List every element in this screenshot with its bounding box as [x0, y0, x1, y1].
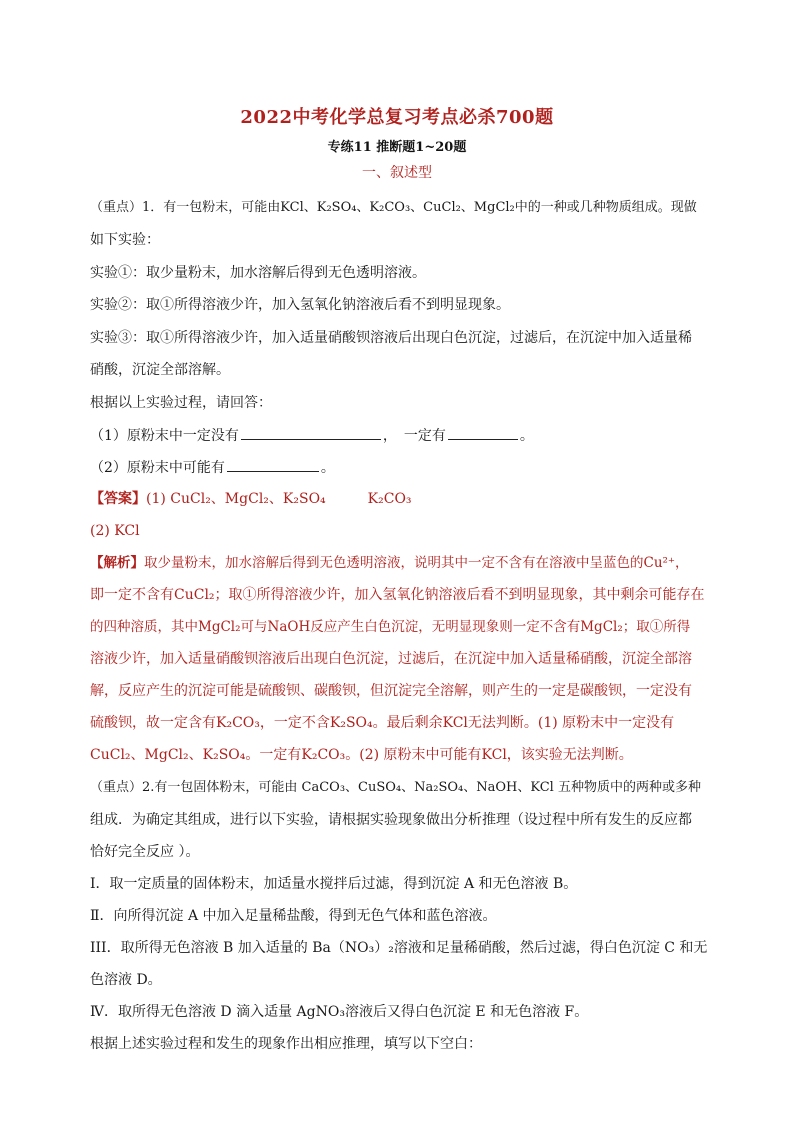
question-text: 。	[320, 460, 335, 476]
analysis-tag: 【解析】	[90, 555, 144, 571]
q1-line: 实验①：取少量粉末，加水溶解后得到无色透明溶液。	[90, 265, 426, 281]
q1-question-2	[90, 457, 710, 478]
answer-blank	[241, 425, 381, 440]
q2-line: （重点）2.有一包固体粉末，可能由 CaCO₃、CuSO₄、Na₂SO₄、NaOH、KCl 五种物质中的两种或多种	[90, 780, 701, 795]
q2-line: 组成．为确定其组成，进行以下实验，请根据实验现象做出分析推理（设过程中所有发生的反应都	[90, 812, 692, 828]
q1-question-1	[90, 425, 710, 446]
q1-analysis-line: 的四种溶质，其中MgCl₂可与NaOH反应产生白色沉淀，无明显现象则一定不含有MgCl₂；取①所得	[90, 619, 691, 635]
q1-line: 实验②：取①所得溶液少许，加入氢氧化钠溶液后看不到明显现象。	[90, 297, 510, 313]
question-text: ， 一定有	[382, 428, 446, 444]
q1-line: 硝酸，沉淀全部溶解。	[90, 362, 230, 378]
q1-analysis-line: 硫酸钡，故一定含有K₂CO₃，一定不含K₂SO₄。最后剩余KCl无法判断。(1) 原粉末中一定没有	[90, 715, 675, 731]
q1-line: 实验③：取①所得溶液少许，加入适量硝酸钡溶液后出现白色沉淀，过滤后，在沉淀中加入适量稀	[90, 330, 692, 346]
q1-analysis-line: CuCl₂、MgCl₂、K₂SO₄。一定有K₂CO₃。(2) 原粉末中可能有KCl，该实验无法判断。	[90, 747, 633, 763]
page-title: 2022中考化学总复习考点必杀700题	[240, 107, 554, 128]
q1-line: 如下实验：	[90, 232, 160, 248]
q1-analysis-line: 解，反应产生的沉淀可能是硫酸钡、碳酸钡，但沉淀完全溶解，则产生的一定是碳酸钡，一定没有	[90, 683, 692, 699]
analysis-text: 取少量粉末，加水溶解后得到无色透明溶液，说明其中一定不含有在溶液中呈蓝色的Cu²⁺，	[144, 555, 689, 571]
section-heading: 一、叙述型	[362, 165, 432, 181]
answer-blank	[227, 457, 319, 472]
q2-line: Ⅳ．取所得无色溶液 D 滴入适量 AgNO₃溶液后又得白色沉淀 E 和无色溶液 F。	[90, 1004, 589, 1020]
q2-line: Ⅰ．取一定质量的固体粉末，加适量水搅拌后过滤，得到沉淀 A 和无色溶液 B。	[90, 876, 578, 892]
question-text: 。	[519, 428, 534, 444]
q2-line: 恰好完全反应 ）。	[90, 844, 200, 860]
answer-blank	[448, 425, 518, 440]
q1-answer-2: (2) KCl	[90, 523, 140, 539]
q1-answer	[90, 489, 710, 509]
answer-text: (1) CuCl₂、MgCl₂、K₂SO₄ K₂CO₃	[146, 491, 412, 507]
q2-line: 根据上述实验过程和发生的现象作出相应推理，填写以下空白：	[90, 1036, 482, 1052]
q2-line: Ⅱ．向所得沉淀 A 中加入足量稀盐酸，得到无色气体和蓝色溶液。	[90, 908, 497, 924]
q2-line: 色溶液 D。	[90, 972, 162, 988]
question-text: （1）原粉末中一定没有	[90, 428, 239, 444]
page-subtitle: 专练11 推断题1~20题	[327, 140, 467, 155]
q1-analysis-line: 溶液少许，加入适量硝酸钡溶液后出现白色沉淀，过滤后，在沉淀中加入适量稀硝酸，沉淀全部溶	[90, 651, 692, 667]
q2-line: III．取所得无色溶液 B 加入适量的 Ba（NO₃）₂溶液和足量稀硝酸，然后过滤，得白色沉淀 C 和无	[90, 940, 708, 956]
q1-analysis-line: 即一定不含有CuCl₂；取①所得溶液少许，加入氢氧化钠溶液后看不到明显现象，其中剩余可能存在	[90, 587, 705, 603]
answer-tag: 【答案】	[90, 491, 146, 507]
q1-line: 根据以上实验过程，请回答：	[90, 395, 272, 411]
q1-line: （重点）1．有一包粉末，可能由KCl、K₂SO₄、K₂CO₃、CuCl₂、MgCl₂中的一种或几种物质组成。现做	[90, 200, 697, 215]
question-text: （2）原粉末中可能有	[90, 460, 225, 476]
q1-analysis-first	[90, 553, 710, 573]
